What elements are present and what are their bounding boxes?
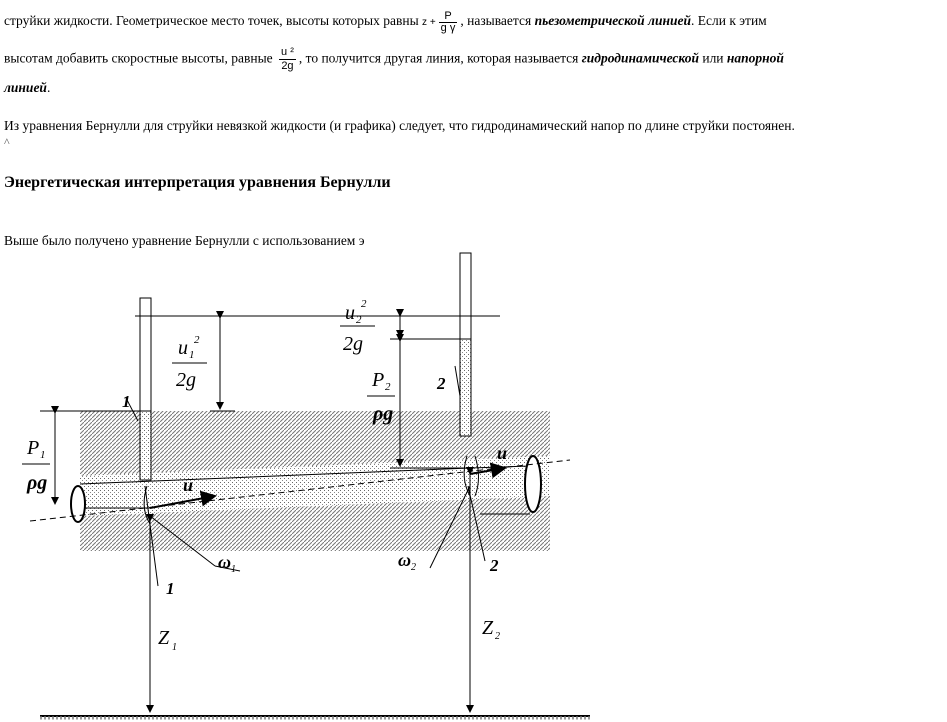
- svg-text:ω: ω: [398, 550, 412, 570]
- para1-end: . Если к этим: [691, 13, 767, 29]
- label-section-1-bottom: 1: [166, 579, 175, 598]
- term-pressure: напорной: [726, 50, 784, 66]
- svg-text:2g: 2g: [176, 369, 196, 391]
- label-z2: [482, 617, 500, 642]
- term-piezometric-line: пьезометрической линией: [534, 13, 691, 29]
- svg-text:Z: Z: [158, 627, 170, 649]
- svg-text:1: 1: [189, 349, 195, 361]
- label-section-1-top: 1: [122, 392, 131, 411]
- label-velocity-right: u: [497, 443, 508, 463]
- term-hydrodynamic: гидродинамической: [581, 50, 699, 66]
- label-u1-velocity-head: [172, 334, 207, 391]
- svg-text:u: u: [178, 337, 188, 359]
- para2-middle: , то получится другая линия, которая называется: [298, 50, 579, 66]
- svg-text:2g: 2g: [343, 333, 363, 355]
- label-section-2-top: 2: [437, 374, 446, 393]
- velocity-head-fraction: $\frac{\text{u ²}}{2g}$: [281, 46, 294, 72]
- para1-formula: z + $\frac{P}{\text{g γ}}$: [422, 10, 456, 34]
- para1-start: струйки жидкости. Геометрическое место точек, высоты которых равны: [4, 13, 419, 29]
- term-line: линией: [4, 80, 47, 95]
- svg-text:ρg: ρg: [27, 472, 48, 494]
- para1-after: , называется: [460, 13, 532, 29]
- svg-text:1: 1: [172, 642, 177, 653]
- paragraph-intro: Выше было получено уравнение Бернулли с использованием э: [4, 233, 365, 248]
- svg-text:2: 2: [194, 334, 200, 346]
- para2-or: или: [702, 50, 724, 66]
- paragraph-hydrodynamic: [4, 46, 784, 73]
- svg-text:ρg: ρg: [373, 403, 394, 425]
- para2-start: высотам добавить скоростные высоты, равные: [4, 50, 273, 66]
- svg-text:2: 2: [411, 562, 416, 573]
- svg-text:1: 1: [40, 449, 46, 461]
- label-section-2-bottom: 2: [490, 556, 499, 575]
- label-omega2: [398, 550, 416, 573]
- label-u2-velocity-head: [340, 298, 375, 355]
- bernoulli-diagram: [0, 246, 600, 722]
- svg-text:ω: ω: [218, 552, 232, 572]
- pressure-fraction: $\frac{P}{\text{g γ}}$: [440, 10, 456, 34]
- svg-text:Z: Z: [482, 617, 494, 639]
- svg-text:P: P: [372, 369, 385, 391]
- paragraph-piezometric: [4, 11, 767, 34]
- paragraph-hydrodynamic-cont: линией.: [4, 80, 51, 95]
- svg-text:2: 2: [385, 381, 391, 393]
- svg-text:2: 2: [361, 298, 367, 310]
- svg-text:2: 2: [356, 314, 362, 326]
- label-omega1: [218, 552, 236, 575]
- svg-text:u: u: [345, 302, 355, 324]
- svg-text:P: P: [27, 437, 40, 459]
- label-velocity-left: u: [183, 475, 194, 495]
- section-heading: Энергетическая интерпретация уравнения Бернулли: [4, 174, 391, 191]
- label-p1-pressure-head: [22, 437, 50, 494]
- paragraph-bernoulli-statement: Из уравнения Бернулли для струйки невязкой жидкости (и графика) следует, что гидродинамический напор по длине струйки постоянен.: [4, 118, 795, 133]
- svg-text:2: 2: [495, 631, 500, 642]
- svg-text:1: 1: [231, 564, 236, 575]
- anchor-caret[interactable]: ^: [4, 135, 10, 149]
- label-z1: [158, 627, 177, 653]
